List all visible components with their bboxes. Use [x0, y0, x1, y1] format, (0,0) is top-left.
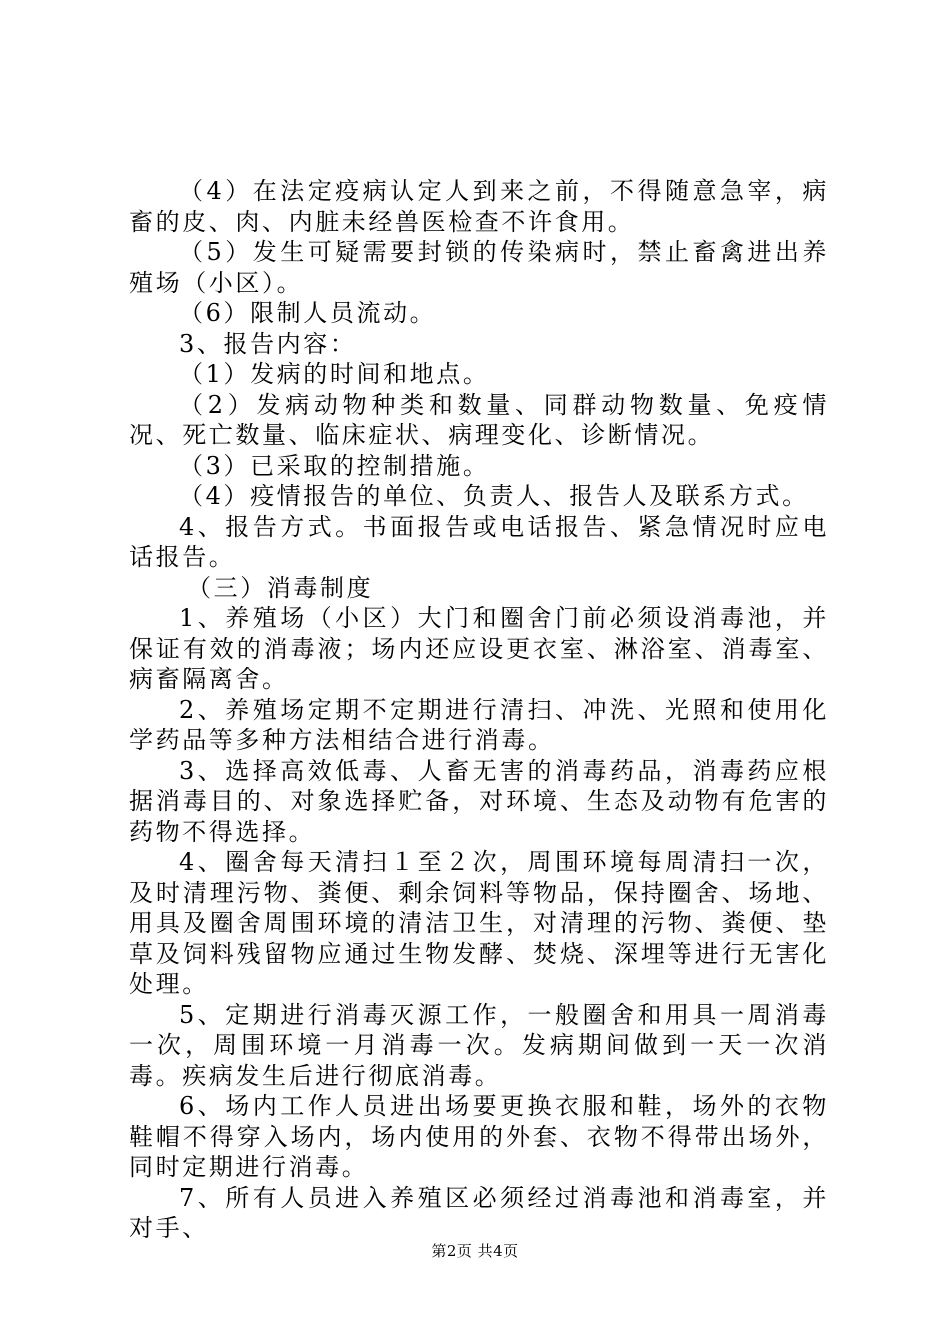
paragraph-report-animal-info: （2）发病动物种类和数量、同群动物数量、免疫情况、死亡数量、临床症状、病理变化、诊断情况。 — [129, 390, 829, 449]
paragraph-disinfection-2: 2、养殖场定期不定期进行清扫、冲洗、光照和使用化学药品等多种方法相结合进行消毒。 — [129, 695, 829, 754]
section-heading-disinfection: （三）消毒制度 — [187, 573, 374, 602]
paragraph-culling-rule: （4）在法定疫病认定人到来之前，不得随意急宰，病畜的皮、肉、内脏未经兽医检查不许食用。 — [129, 177, 829, 236]
paragraph-report-contacts: （4）疫情报告的单位、负责人、报告人及联系方式。 — [179, 482, 809, 510]
paragraph-disinfection-4: 4、圈舍每天清扫１至２次，周围环境每周清扫一次，及时清理污物、粪便、剩余饲料等物品，保持圈舍、场地、用具及圈舍周围环境的清洁卫生，对清理的污物、粪便、垫草及饲料残留物应通过生物发酵、焚烧、深埋等进行无害化处理。 — [129, 848, 829, 998]
paragraph-report-time-place: （1）发病的时间和地点。 — [179, 360, 490, 388]
document-body — [129, 176, 829, 1244]
paragraph-disinfection-5: 5、定期进行消毒灭源工作，一般圈舍和用具一周消毒一次，周围环境一月消毒一次。发病期间做到一天一次消毒。疾病发生后进行彻底消毒。 — [129, 1000, 829, 1090]
paragraph-report-measures: （3）已采取的控制措施。 — [179, 451, 490, 480]
paragraph-report-method: 4、报告方式。书面报告或电话报告、紧急情况时应电话报告。 — [129, 512, 829, 571]
paragraph-restrict-movement: （6）限制人员流动。 — [179, 299, 437, 327]
paragraph-blockade-rule: （5）发生可疑需要封锁的传染病时，禁止畜禽进出养殖场（小区）。 — [129, 238, 829, 297]
paragraph-disinfection-6: 6、场内工作人员进出场要更换衣服和鞋，场外的衣物鞋帽不得穿入场内，场内使用的外套、衣物不得带出场外，同时定期进行消毒。 — [129, 1092, 829, 1181]
paragraph-report-content-heading: 3、报告内容： — [179, 329, 357, 358]
paragraph-disinfection-1: 1、养殖场（小区）大门和圈舍门前必须设消毒池，并保证有效的消毒液；场内还应设更衣室、淋浴室、消毒室、病畜隔离舍。 — [129, 604, 829, 693]
page-footer: 第2页 共4页 — [431, 1242, 519, 1260]
paragraph-disinfection-3: 3、选择高效低毒、人畜无害的消毒药品，消毒药应根据消毒目的、对象选择贮备，对环境、生态及动物有危害的药物不得选择。 — [129, 756, 829, 846]
paragraph-disinfection-7: 7、所有人员进入养殖区必须经过消毒池和消毒室，并对手、 — [129, 1183, 829, 1242]
